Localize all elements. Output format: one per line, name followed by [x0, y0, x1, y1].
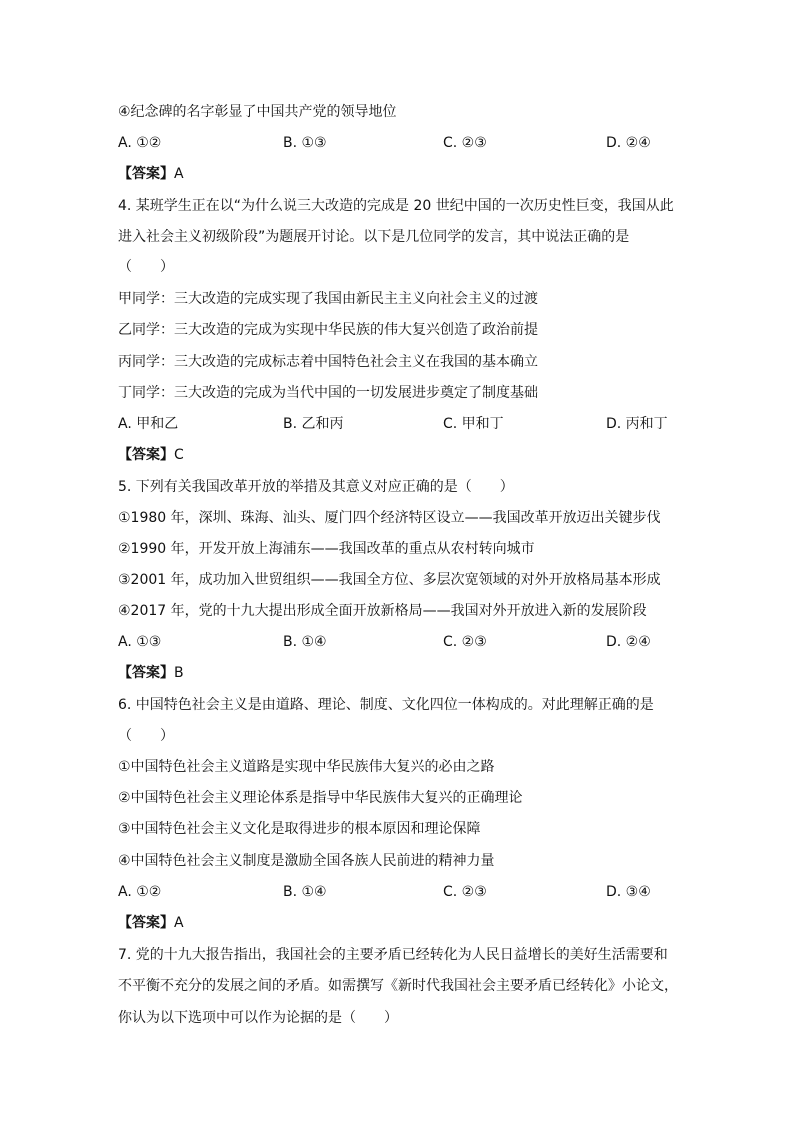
- q3-option-c: C. ②③: [443, 135, 487, 151]
- q5-answer-value: B: [174, 665, 184, 681]
- q5-statement-4: ④2017 年，党的十九大提出形成全面开放新格局——我国对外开放进入新的发展阶段: [118, 603, 647, 619]
- q6-answer-value: A: [174, 915, 184, 931]
- q4-option-a: A. 甲和乙: [118, 416, 179, 432]
- q3-answer-label: 【答案】: [118, 166, 174, 182]
- q4-answer-label: 【答案】: [118, 447, 174, 463]
- q6-stem-line-2: （ ）: [118, 728, 174, 744]
- q6-options: [118, 882, 678, 902]
- q5-statement-1: ①1980 年，深圳、珠海、汕头、厦门四个经济特区设立——我国改革开放迈出关键步伐: [118, 510, 661, 526]
- q3-answer: [118, 164, 184, 184]
- q4-statement-4: 丁同学：三大改造的完成为当代中国的一切发展进步奠定了制度基础: [118, 385, 538, 401]
- q4-stem-line-3: （ ）: [118, 259, 174, 275]
- q4-statement-3: 丙同学：三大改造的完成标志着中国特色社会主义在我国的基本确立: [118, 354, 538, 370]
- q4-stem-line-2: 进入社会主义初级阶段”为题展开讨论。以下是几位同学的发言，其中说法正确的是: [118, 229, 630, 245]
- q6-statement-2: ②中国特色社会主义理论体系是指导中华民族伟大复兴的正确理论: [118, 790, 523, 806]
- q6-stem-line-1: 6. 中国特色社会主义是由道路、理论、制度、文化四位一体构成的。对此理解正确的是: [118, 697, 654, 713]
- q5-option-a: A. ①③: [118, 634, 162, 650]
- q6-option-c: C. ②③: [443, 884, 487, 900]
- q3-answer-value: A: [174, 166, 184, 182]
- q5-options: [118, 632, 678, 652]
- q4-statement-2: 乙同学：三大改造的完成为实现中华民族的伟大复兴创造了政治前提: [118, 322, 538, 338]
- q6-option-d: D. ③④: [606, 884, 651, 900]
- q5-option-d: D. ②④: [606, 634, 651, 650]
- q6-statement-4: ④中国特色社会主义制度是激励全国各族人民前进的精神力量: [118, 853, 495, 869]
- q3-option-a: A. ①②: [118, 135, 162, 151]
- q6-statement-3: ③中国特色社会主义文化是取得进步的根本原因和理论保障: [118, 821, 481, 837]
- q5-statement-3: ③2001 年，成功加入世贸组织——我国全方位、多层次宽领域的对外开放格局基本形成: [118, 572, 661, 588]
- q3-options: [118, 133, 678, 153]
- q5-statement-2: ②1990 年，开发开放上海浦东——我国改革的重点从农村转向城市: [118, 541, 535, 557]
- q6-answer: [118, 913, 184, 933]
- q4-option-b: B. 乙和丙: [283, 416, 344, 432]
- q4-answer-value: C: [174, 447, 184, 463]
- q5-answer-label: 【答案】: [118, 665, 174, 681]
- q4-answer: [118, 445, 184, 465]
- q4-statement-1: 甲同学：三大改造的完成实现了我国由新民主主义向社会主义的过渡: [118, 291, 538, 307]
- q7-stem-line-3: 你认为以下选项中可以作为论据的是（ ）: [118, 1010, 398, 1026]
- q4-option-d: D. 丙和丁: [606, 416, 668, 432]
- q3-option-b: B. ①③: [283, 135, 327, 151]
- q5-stem: 5. 下列有关我国改革开放的举措及其意义对应正确的是（ ）: [118, 479, 514, 495]
- q6-option-b: B. ①④: [283, 884, 327, 900]
- q6-answer-label: 【答案】: [118, 915, 174, 931]
- q7-stem-line-2: 不平衡不充分的发展之间的矛盾。如需撰写《新时代我国社会主要矛盾已经转化》小论文，: [118, 978, 678, 994]
- q5-option-b: B. ①④: [283, 634, 327, 650]
- q3-statement-4: ④纪念碑的名字彰显了中国共产党的领导地位: [118, 104, 397, 120]
- q4-stem-line-1: 4. 某班学生正在以“为什么说三大改造的完成是 20 世纪中国的一次历史性巨变，我国从此: [118, 198, 674, 214]
- q7-stem-line-1: 7. 党的十九大报告指出，我国社会的主要矛盾已经转化为人民日益增长的美好生活需要和: [118, 947, 668, 963]
- q4-options: [118, 414, 678, 434]
- q5-answer: [118, 663, 184, 683]
- q6-option-a: A. ①②: [118, 884, 162, 900]
- q6-statement-1: ①中国特色社会主义道路是实现中华民族伟大复兴的必由之路: [118, 759, 495, 775]
- q4-option-c: C. 甲和丁: [443, 416, 504, 432]
- q5-option-c: C. ②③: [443, 634, 487, 650]
- q3-option-d: D. ②④: [606, 135, 651, 151]
